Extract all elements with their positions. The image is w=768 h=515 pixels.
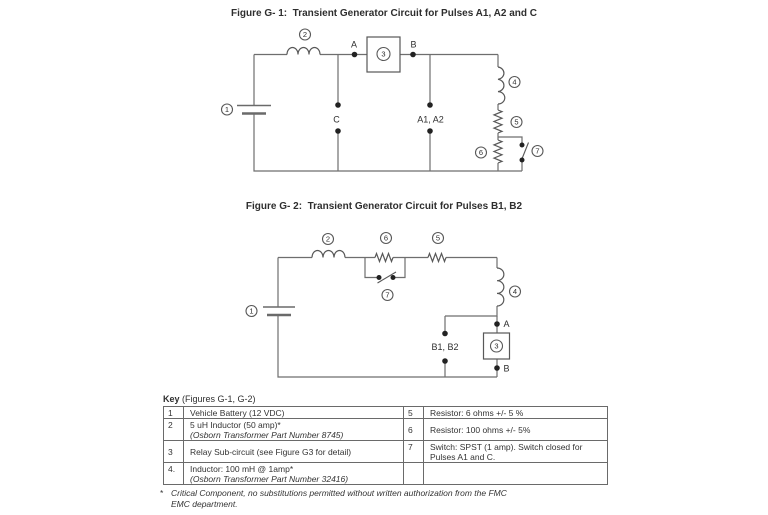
key-item-number: 1 <box>164 407 184 419</box>
table-row <box>164 419 608 441</box>
svg-text:1: 1 <box>249 306 254 316</box>
key-item-number: 7 <box>404 441 424 463</box>
svg-text:5: 5 <box>514 117 519 127</box>
node-label-b: B <box>410 39 417 50</box>
ref-resistor-6ohm <box>511 117 522 128</box>
key-table <box>163 406 608 485</box>
svg-text:7: 7 <box>385 290 390 300</box>
resistor-100ohm-symbol <box>375 254 393 262</box>
node-label-b: B <box>503 363 510 374</box>
ref-switch <box>532 146 543 157</box>
ref-battery <box>246 306 257 317</box>
key-item-description: Vehicle Battery (12 VDC) <box>184 407 404 419</box>
figure2-wires <box>278 258 497 378</box>
svg-text:6: 6 <box>383 233 389 243</box>
key-item-description: Switch: SPST (1 amp). Switch closed for Pulses A1 and C. <box>424 441 608 463</box>
ref-resistor-6ohm <box>433 233 444 244</box>
node-label-b1b2: B1, B2 <box>431 342 459 352</box>
node-label-a1a2: A1, A2 <box>417 114 444 125</box>
svg-text:4: 4 <box>512 287 518 297</box>
key-heading-title: Key <box>163 394 180 404</box>
svg-text:5: 5 <box>435 233 441 243</box>
ref-battery <box>222 104 233 115</box>
key-item-description: Resistor: 100 ohms +/- 5% <box>424 419 608 441</box>
key-item-number: 4. <box>164 463 184 485</box>
figure2-title: Figure G- 2: Transient Generator Circuit for Pulses B1, B2 <box>245 201 523 212</box>
figure1-title: Figure G- 1: Transient Generator Circuit for Pulses A1, A2 and C <box>231 8 537 19</box>
key-item-description: Resistor: 6 ohms +/- 5 % <box>424 407 608 419</box>
ref-resistor-100ohm <box>476 147 487 158</box>
ref-relay <box>491 340 503 352</box>
ref-inductor-5uh <box>323 234 334 245</box>
inductor-100mh-symbol <box>498 67 505 104</box>
key-item-number: 5 <box>404 407 424 419</box>
svg-text:6: 6 <box>478 148 484 158</box>
key-item-number: 6 <box>404 419 424 441</box>
ref-relay <box>377 48 390 61</box>
ref-resistor-100ohm <box>381 233 392 244</box>
table-row <box>164 441 608 463</box>
inductor-5uh-symbol <box>287 48 320 55</box>
key-item-number: 2 <box>164 419 184 441</box>
key-item-description <box>424 463 608 485</box>
key-section <box>160 394 620 509</box>
inductor-5uh-symbol <box>312 251 345 258</box>
inductor-100mh-symbol <box>497 268 504 306</box>
battery-symbol <box>263 307 295 315</box>
svg-text:1: 1 <box>224 105 230 115</box>
table-row <box>164 463 608 485</box>
node-label-c: C <box>333 114 340 125</box>
figure1-circuit <box>222 29 544 171</box>
ref-inductor-5uh <box>300 29 311 40</box>
node-label-a: A <box>350 39 358 50</box>
ref-inductor-100mh <box>510 286 521 297</box>
battery-symbol <box>237 106 271 114</box>
key-item-number <box>404 463 424 485</box>
table-row <box>164 407 608 419</box>
svg-text:2: 2 <box>302 30 308 40</box>
critical-component-footnote <box>160 488 620 509</box>
key-item-description: 5 uH Inductor (50 amp)* (Osborn Transformer Part Number 8745) <box>184 419 404 441</box>
figure2-circuit <box>246 233 521 378</box>
ref-switch <box>382 290 393 301</box>
svg-text:3: 3 <box>381 49 386 59</box>
node-label-a: A <box>503 319 510 329</box>
key-item-number: 3 <box>164 441 184 463</box>
svg-text:3: 3 <box>494 341 499 351</box>
key-item-description: Relay Sub-circuit (see Figure G3 for detail) <box>184 441 404 463</box>
terminal-dots <box>377 275 500 371</box>
key-heading <box>163 394 620 404</box>
key-item-description: Inductor: 100 mH @ 1amp* (Osborn Transformer Part Number 32416) <box>184 463 404 485</box>
key-heading-suffix: (Figures G-1, G-2) <box>179 394 256 404</box>
ref-inductor-100mh <box>509 77 520 88</box>
resistor-6ohm-symbol <box>494 110 502 133</box>
svg-text:7: 7 <box>535 146 540 156</box>
footnote-text: Critical Component, no substitutions permitted without written authorization from the FMC EMC department. <box>171 488 507 509</box>
svg-text:2: 2 <box>325 234 331 244</box>
resistor-100ohm-symbol <box>494 140 502 163</box>
resistor-6ohm-symbol <box>428 254 446 262</box>
footnote-marker: * <box>160 488 164 498</box>
svg-text:4: 4 <box>512 77 517 87</box>
